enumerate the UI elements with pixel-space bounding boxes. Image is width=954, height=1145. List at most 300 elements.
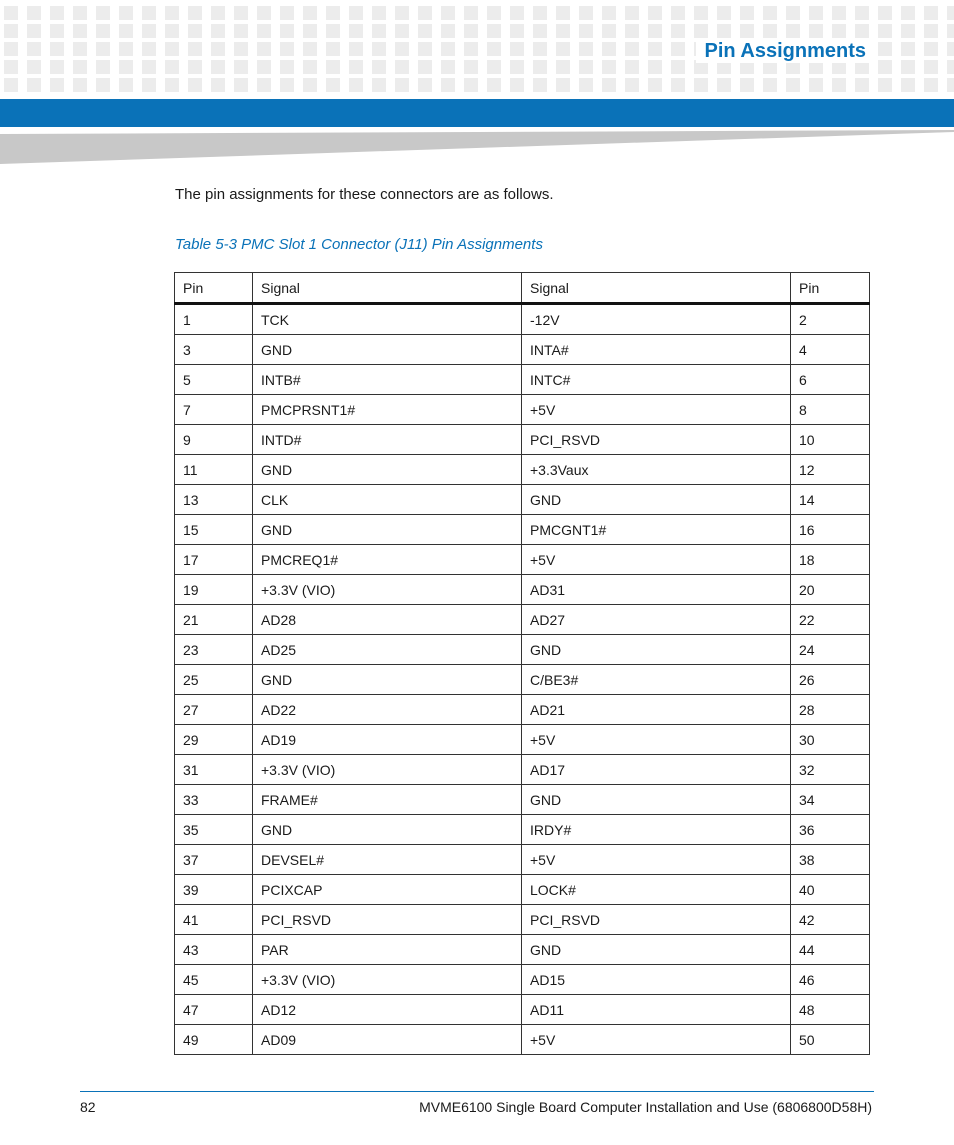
table-row: [175, 815, 870, 845]
pattern-square: [257, 60, 271, 74]
pin-cell: 41: [175, 905, 253, 935]
footer-rule: [80, 1091, 874, 1092]
pattern-square: [878, 6, 892, 20]
pattern-square: [464, 42, 478, 56]
pattern-square: [855, 24, 869, 38]
pattern-square: [648, 60, 662, 74]
pattern-square: [441, 42, 455, 56]
pattern-square: [579, 42, 593, 56]
pattern-square: [303, 6, 317, 20]
pattern-square: [878, 24, 892, 38]
pattern-square: [717, 78, 731, 92]
pattern-square: [395, 78, 409, 92]
pin-cell: 48: [791, 995, 870, 1025]
pattern-square: [924, 24, 938, 38]
signal-cell: +3.3V (VIO): [253, 755, 522, 785]
pattern-square: [349, 78, 363, 92]
pin-cell: 35: [175, 815, 253, 845]
pattern-square: [441, 24, 455, 38]
pattern-square: [763, 24, 777, 38]
pattern-square: [27, 24, 41, 38]
pin-cell: 32: [791, 755, 870, 785]
pattern-square: [280, 6, 294, 20]
pattern-square: [648, 78, 662, 92]
pattern-square: [234, 42, 248, 56]
pattern-square: [50, 42, 64, 56]
pattern-square: [50, 6, 64, 20]
table-row: [175, 785, 870, 815]
pattern-square: [809, 78, 823, 92]
pattern-square: [878, 42, 892, 56]
table-row: [175, 335, 870, 365]
pattern-square: [96, 6, 110, 20]
pin-cell: 31: [175, 755, 253, 785]
pattern-square: [809, 24, 823, 38]
pattern-square: [901, 6, 915, 20]
pattern-square: [510, 78, 524, 92]
pattern-square: [165, 6, 179, 20]
table-row: [175, 545, 870, 575]
pattern-square: [395, 6, 409, 20]
pattern-square: [234, 78, 248, 92]
signal-cell: AD17: [522, 755, 791, 785]
signal-cell: AD15: [522, 965, 791, 995]
table-caption: Table 5-3 PMC Slot 1 Connector (J11) Pin Assignments: [175, 236, 543, 253]
pattern-square: [487, 60, 501, 74]
pin-cell: 5: [175, 365, 253, 395]
pattern-square: [924, 78, 938, 92]
signal-cell: GND: [253, 455, 522, 485]
pattern-square: [648, 6, 662, 20]
signal-cell: PAR: [253, 935, 522, 965]
pin-cell: 28: [791, 695, 870, 725]
pattern-square: [740, 6, 754, 20]
table-row: [175, 395, 870, 425]
pattern-square: [671, 78, 685, 92]
pattern-square: [556, 60, 570, 74]
pattern-square: [395, 24, 409, 38]
pin-cell: 7: [175, 395, 253, 425]
pattern-square: [717, 6, 731, 20]
pattern-square: [234, 24, 248, 38]
table-row: [175, 635, 870, 665]
signal-cell: AD19: [253, 725, 522, 755]
table-body: [175, 304, 870, 1055]
pattern-square: [878, 60, 892, 74]
pattern-square: [694, 6, 708, 20]
table-row: [175, 875, 870, 905]
signal-cell: GND: [253, 515, 522, 545]
pin-cell: 10: [791, 425, 870, 455]
pin-cell: 47: [175, 995, 253, 1025]
signal-cell: +5V: [522, 545, 791, 575]
pin-cell: 12: [791, 455, 870, 485]
pattern-square: [579, 24, 593, 38]
pin-cell: 27: [175, 695, 253, 725]
pattern-square: [4, 42, 18, 56]
signal-cell: +5V: [522, 725, 791, 755]
pattern-square: [947, 60, 954, 74]
signal-cell: +3.3V (VIO): [253, 965, 522, 995]
signal-cell: AD31: [522, 575, 791, 605]
pattern-square: [947, 6, 954, 20]
pattern-square: [418, 42, 432, 56]
pattern-square: [188, 78, 202, 92]
signal-cell: -12V: [522, 304, 791, 335]
pin-cell: 39: [175, 875, 253, 905]
pattern-square: [257, 78, 271, 92]
pattern-square: [234, 6, 248, 20]
table-row: [175, 965, 870, 995]
table-row: [175, 725, 870, 755]
signal-cell: GND: [522, 635, 791, 665]
pattern-square: [556, 24, 570, 38]
pattern-square: [96, 60, 110, 74]
pin-cell: 3: [175, 335, 253, 365]
table-row: [175, 455, 870, 485]
pattern-square: [947, 78, 954, 92]
pattern-square: [671, 24, 685, 38]
pattern-square: [533, 78, 547, 92]
section-title: Pin Assignments: [696, 40, 874, 63]
signal-cell: LOCK#: [522, 875, 791, 905]
pattern-square: [142, 6, 156, 20]
header-wedge: [0, 130, 954, 164]
pattern-square: [487, 42, 501, 56]
pattern-square: [211, 60, 225, 74]
table-row: [175, 575, 870, 605]
pattern-square: [602, 6, 616, 20]
pattern-square: [96, 24, 110, 38]
header-band: [0, 99, 954, 127]
pin-cell: 21: [175, 605, 253, 635]
pattern-square: [441, 60, 455, 74]
pattern-square: [510, 60, 524, 74]
table-row: [175, 755, 870, 785]
pattern-square: [625, 60, 639, 74]
pin-cell: 42: [791, 905, 870, 935]
pattern-square: [418, 24, 432, 38]
signal-cell: AD11: [522, 995, 791, 1025]
pattern-square: [602, 78, 616, 92]
pattern-square: [73, 42, 87, 56]
pin-cell: 1: [175, 304, 253, 335]
table-header-row: [175, 273, 870, 304]
pattern-square: [165, 42, 179, 56]
table-row: [175, 995, 870, 1025]
pattern-square: [165, 78, 179, 92]
pattern-square: [372, 78, 386, 92]
table-row: [175, 605, 870, 635]
pattern-square: [464, 60, 478, 74]
pattern-square: [96, 42, 110, 56]
pattern-square: [786, 78, 800, 92]
pattern-square: [303, 78, 317, 92]
pattern-square: [142, 60, 156, 74]
pattern-square: [947, 42, 954, 56]
pattern-square: [510, 6, 524, 20]
signal-cell: +5V: [522, 845, 791, 875]
pattern-square: [4, 6, 18, 20]
pattern-square: [142, 42, 156, 56]
pattern-square: [533, 24, 547, 38]
signal-cell: IRDY#: [522, 815, 791, 845]
pin-cell: 22: [791, 605, 870, 635]
table-row: [175, 665, 870, 695]
signal-cell: AD22: [253, 695, 522, 725]
pattern-square: [372, 60, 386, 74]
signal-cell: PCIXCAP: [253, 875, 522, 905]
pattern-square: [372, 42, 386, 56]
pattern-square: [73, 78, 87, 92]
pattern-square: [510, 42, 524, 56]
signal-cell: GND: [522, 935, 791, 965]
pattern-square: [50, 78, 64, 92]
table-row: [175, 365, 870, 395]
signal-cell: INTB#: [253, 365, 522, 395]
pin-cell: 30: [791, 725, 870, 755]
table-row: [175, 425, 870, 455]
pattern-square: [533, 6, 547, 20]
pattern-square: [303, 42, 317, 56]
pin-cell: 14: [791, 485, 870, 515]
signal-cell: AD21: [522, 695, 791, 725]
pin-cell: 2: [791, 304, 870, 335]
signal-cell: AD27: [522, 605, 791, 635]
pattern-square: [441, 78, 455, 92]
table-row: [175, 304, 870, 335]
pattern-square: [119, 42, 133, 56]
column-header-signal: Signal: [253, 273, 522, 304]
pin-cell: 50: [791, 1025, 870, 1055]
pattern-square: [326, 24, 340, 38]
pin-cell: 25: [175, 665, 253, 695]
column-header-pin: Pin: [791, 273, 870, 304]
pin-cell: 19: [175, 575, 253, 605]
signal-cell: CLK: [253, 485, 522, 515]
signal-cell: +5V: [522, 1025, 791, 1055]
pin-cell: 15: [175, 515, 253, 545]
pattern-square: [418, 78, 432, 92]
pattern-square: [119, 60, 133, 74]
pattern-square: [96, 78, 110, 92]
signal-cell: +3.3V (VIO): [253, 575, 522, 605]
pattern-square: [50, 60, 64, 74]
pattern-square: [326, 60, 340, 74]
signal-cell: PCI_RSVD: [522, 905, 791, 935]
pattern-square: [464, 24, 478, 38]
pattern-square: [579, 6, 593, 20]
pin-cell: 40: [791, 875, 870, 905]
pin-cell: 26: [791, 665, 870, 695]
pattern-square: [119, 6, 133, 20]
pattern-square: [418, 60, 432, 74]
pattern-square: [464, 6, 478, 20]
pattern-square: [487, 24, 501, 38]
pattern-square: [27, 6, 41, 20]
pattern-square: [326, 42, 340, 56]
signal-cell: C/BE3#: [522, 665, 791, 695]
pattern-square: [625, 24, 639, 38]
pin-cell: 20: [791, 575, 870, 605]
pattern-square: [763, 6, 777, 20]
pattern-square: [349, 42, 363, 56]
pin-cell: 46: [791, 965, 870, 995]
pattern-square: [165, 60, 179, 74]
pin-cell: 9: [175, 425, 253, 455]
signal-cell: AD25: [253, 635, 522, 665]
signal-cell: +3.3Vaux: [522, 455, 791, 485]
pattern-square: [142, 24, 156, 38]
pattern-square: [924, 6, 938, 20]
table-row: [175, 935, 870, 965]
pattern-square: [349, 6, 363, 20]
pattern-square: [579, 78, 593, 92]
pattern-square: [625, 6, 639, 20]
pin-cell: 4: [791, 335, 870, 365]
pattern-square: [579, 60, 593, 74]
signal-cell: PCI_RSVD: [522, 425, 791, 455]
signal-cell: PMCPRSNT1#: [253, 395, 522, 425]
pattern-square: [73, 24, 87, 38]
pattern-square: [602, 24, 616, 38]
pattern-square: [786, 6, 800, 20]
column-header-pin: Pin: [175, 273, 253, 304]
signal-cell: PMCGNT1#: [522, 515, 791, 545]
signal-cell: INTD#: [253, 425, 522, 455]
pattern-square: [832, 78, 846, 92]
pattern-square: [372, 6, 386, 20]
signal-cell: PCI_RSVD: [253, 905, 522, 935]
pin-cell: 44: [791, 935, 870, 965]
signal-cell: AD28: [253, 605, 522, 635]
pattern-square: [901, 60, 915, 74]
pin-cell: 34: [791, 785, 870, 815]
page-number: 82: [80, 1099, 96, 1115]
pattern-square: [142, 78, 156, 92]
pattern-square: [188, 60, 202, 74]
pattern-square: [257, 24, 271, 38]
pin-cell: 37: [175, 845, 253, 875]
table-row: [175, 695, 870, 725]
signal-cell: TCK: [253, 304, 522, 335]
pattern-square: [625, 78, 639, 92]
pattern-square: [947, 24, 954, 38]
pattern-square: [671, 60, 685, 74]
pin-cell: 49: [175, 1025, 253, 1055]
pattern-square: [717, 24, 731, 38]
pin-cell: 24: [791, 635, 870, 665]
pattern-square: [556, 6, 570, 20]
pattern-square: [901, 42, 915, 56]
pattern-square: [188, 42, 202, 56]
pattern-square: [280, 60, 294, 74]
pin-cell: 11: [175, 455, 253, 485]
pattern-square: [648, 42, 662, 56]
pattern-square: [372, 24, 386, 38]
pattern-square: [602, 60, 616, 74]
pattern-square: [50, 24, 64, 38]
pin-cell: 36: [791, 815, 870, 845]
pattern-square: [441, 6, 455, 20]
pattern-square: [73, 60, 87, 74]
pattern-square: [740, 78, 754, 92]
pin-cell: 8: [791, 395, 870, 425]
pattern-square: [188, 24, 202, 38]
pattern-square: [556, 78, 570, 92]
signal-cell: INTA#: [522, 335, 791, 365]
signal-cell: GND: [522, 785, 791, 815]
pattern-square: [533, 42, 547, 56]
pattern-square: [303, 24, 317, 38]
pattern-square: [464, 78, 478, 92]
intro-text: The pin assignments for these connectors are as follows.: [175, 186, 554, 203]
pattern-square: [280, 24, 294, 38]
pin-cell: 6: [791, 365, 870, 395]
pattern-square: [257, 6, 271, 20]
pattern-square: [119, 78, 133, 92]
pattern-square: [4, 60, 18, 74]
pin-cell: 23: [175, 635, 253, 665]
signal-cell: AD09: [253, 1025, 522, 1055]
pin-cell: 17: [175, 545, 253, 575]
pattern-square: [694, 78, 708, 92]
pattern-square: [901, 24, 915, 38]
pin-cell: 45: [175, 965, 253, 995]
pattern-square: [924, 60, 938, 74]
pattern-square: [27, 78, 41, 92]
pattern-square: [763, 78, 777, 92]
pattern-square: [556, 42, 570, 56]
pattern-square: [211, 24, 225, 38]
pin-cell: 13: [175, 485, 253, 515]
pattern-square: [510, 24, 524, 38]
pattern-square: [740, 24, 754, 38]
pin-assignments-table: [174, 272, 870, 1055]
pattern-square: [211, 6, 225, 20]
pattern-square: [349, 24, 363, 38]
column-header-signal: Signal: [522, 273, 791, 304]
pattern-square: [326, 6, 340, 20]
pin-cell: 16: [791, 515, 870, 545]
pattern-square: [119, 24, 133, 38]
pattern-square: [211, 78, 225, 92]
pin-cell: 43: [175, 935, 253, 965]
table-row: [175, 485, 870, 515]
pattern-square: [4, 24, 18, 38]
pattern-square: [349, 60, 363, 74]
signal-cell: GND: [522, 485, 791, 515]
signal-cell: AD12: [253, 995, 522, 1025]
pattern-square: [280, 78, 294, 92]
pattern-square: [188, 6, 202, 20]
pattern-square: [901, 78, 915, 92]
signal-cell: PMCREQ1#: [253, 545, 522, 575]
signal-cell: INTC#: [522, 365, 791, 395]
signal-cell: FRAME#: [253, 785, 522, 815]
table-row: [175, 1025, 870, 1055]
pattern-square: [234, 60, 248, 74]
signal-cell: +5V: [522, 395, 791, 425]
pattern-square: [832, 24, 846, 38]
pattern-square: [73, 6, 87, 20]
pattern-square: [4, 78, 18, 92]
pattern-square: [625, 42, 639, 56]
pattern-square: [280, 42, 294, 56]
pattern-square: [303, 60, 317, 74]
pattern-square: [671, 6, 685, 20]
signal-cell: DEVSEL#: [253, 845, 522, 875]
